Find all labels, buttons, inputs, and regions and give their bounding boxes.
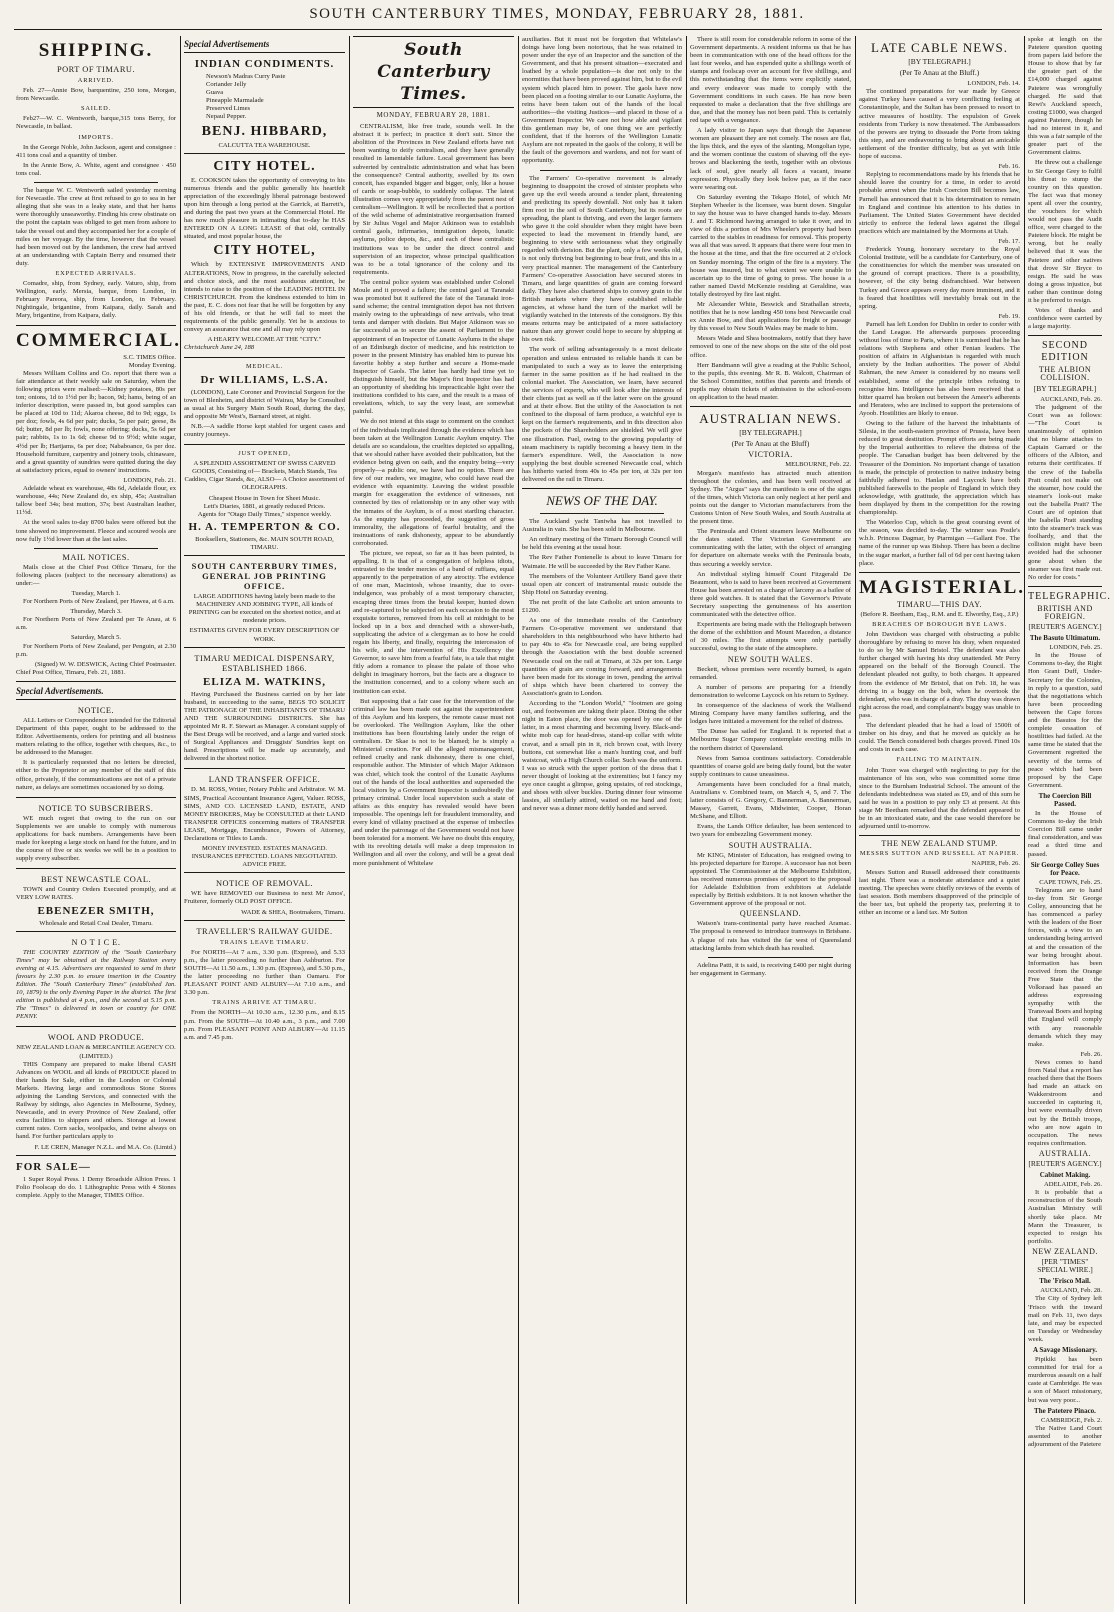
column-rule [518, 36, 519, 1604]
column-6 [859, 36, 1025, 1604]
news-item: In the House of Commons to-day the Irish Coercion Bill came under final consideration, and was read a third time and passed. [1028, 810, 1102, 858]
wire-line: [PER "TIMES" SPECIAL WIRE.] [1037, 1257, 1093, 1275]
railway-sub: TRAINS ARRIVE AT TIMARU. [212, 999, 317, 1007]
article-paragraph: CENTRALISM, like free trade, sounds well. In the abstract it is perfect; in practice it don't suit. Since the abolition of the Provinces in New Zealand efforts have not been wanting to deify centralism, and they have generally resulted in lamentable failure. Local government has been subverted by centralistic administration and what has been the consequence? Central authority, swelled by its own conceit, has expanded bigger and bigger, only, like a house of cards or soap-bubble, to suddenly collapse. The latest illustration comes very appropriately from the parent nest of centralism—Wellington. It will be recollected that a portion of the wild scheme of administrative reorganisation framed by Sir Julius Vogel and Major Atkinson was to establish central gaols, infirmaries, immigration depots, lunatic asylums, police depots, &c., and each of these centralistic institutions was to be under the direct control and supervision of an inspector, whose principal qualification was to be a total ignorance of the colony and its requirements. [353, 123, 514, 276]
office-line: S.C. TIMES Office. [123, 353, 176, 361]
special-ads-heading: Special Advertisements [184, 39, 270, 49]
mail-line: Thursday, March 3. [70, 608, 122, 616]
news-item: The Dunse has sailed for England. It is reported that a Melbourne Sugar Company contemplate erecting mills in the northern district of Queensland. [690, 728, 851, 752]
column-5 [690, 36, 851, 1604]
watkins-text: Having Purchased the Business carried on by her late husband, in succeeding to the same, BEGS TO SOLICIT THE PATRONAGE OF THE INHABITANTS OF TIMARU AND THE SURROUNDING DISTRICTS. She has appointed Mr R. F. Stewart as Manager. A constant supply of the Best Drugs will be received, and a large and varied stock of Surgical Appliances and Druggists' Sundries kept on hand. Prescriptions will be made up accurately, and delivered in the shortest notice. [184, 690, 345, 763]
item-heading: A Savage Missionary. [1033, 1345, 1097, 1354]
opened-heading: JUST OPENED, [238, 450, 291, 458]
news-item: News from Samoa continues satisfactory. Considerable quantities of coarse gold are being daily found, but the water supply continues to cause uneasiness. [690, 754, 851, 778]
notice-text: It is particularly requested that no letters be directed, either to the Proprietor or any member of the staff of this office, privately, if the communications are not of a private nature, as delays are sometimes occasioned by so doing. [16, 759, 176, 791]
list-item: Preserved Limes [206, 105, 251, 113]
wool-sub: NEW ZEALAND LOAN & MERCANTILE AGENCY CO. (LIMITED.) [16, 1044, 176, 1060]
shipping-heading: SHIPPING. [38, 40, 154, 61]
removal-heading: NOTICE OF REMOVAL. [215, 879, 314, 889]
article-paragraph: auxiliaries. But it must not be forgotten that Whitelaw's doings have long been notorious, that he was retained in power under the eye of an Inspector and the sanction of the Government, and that his present situation—execrated and loathed by a whole population—is due not only to the enormities that have been proved against him, but to the evil system which placed him in power. The gaols have now been placed on a footing similar to our Lunatic Asylums, the reins have been taken out of the hands of the local authorities—the visiting Justices—and placed in those of a Government Inspector. We care not how able and vigilant this gentleman may be, of one thing we are perfectly confident, that if the horrors of the Wellington Lunatic Asylum are not repeated in the gaols of the colony, it will be the fault of the governors and wardens, and not for want of opportunity. [522, 36, 682, 165]
mail-line: Tuesday, March 1. [71, 589, 121, 597]
railway-sub: TRAINS LEAVE TIMARU. [219, 938, 310, 946]
news-item: An ordinary meeting of the Timaru Borough Council will be held this evening at the usual hour. [522, 536, 682, 552]
news-item: The Auckland yacht Taniwha has not travelled to Australia in vain. She has been sold in Melbourne. [522, 518, 682, 534]
news-item: The net profit of the late Catholic art union amounts to £1200. [522, 598, 682, 614]
agency-line: [REUTER'S AGENCY.] [1028, 1159, 1102, 1168]
article-paragraph: Mails close at the Chief Post Office Timaru, for the following places (subject to the necessary alterations) as under:— [16, 563, 176, 587]
expected-text: Comadre, ship, from Sydney, early. Vaturo, ship, from Wellington, early. Mersia, barque, from London, in February Pareora, ship, from London, in February. Nightingale, brigantine, from Kaipara, daily. Sarah and Mary, brigantine, from Kaipara, daily. [16, 280, 176, 320]
article-paragraph: Messrs William Collins and Co. report that there was a fair attendance at their weekly sale on Saturday, when the following prices were realised:—Kidney potatoes, 80s per ton; onions, 1d to 1½d per lb; bacon, 9d; hams, being of an inferior description, were passed in, but good samples can be placed at 10d to 11d; Akaroa cheese, 8d to 9d; eggs, 1s per doz; fowls, 4s 6d per pair; ducks, 5s per pair; geese, 8s 6d; butter, 8d per lb; fowls, none offering; ducks, 5s 6d per pair; rabbits, 1s to 1s 6d; cheese 9d to 9½d; white sugar, 4½d per lb; Hartjams, 6s per doz; Nababoance, 6s per doz. Household furniture, carpentry and joinery tools, chinaware, and a great quantity of sundries were quitted during the day at satisfactory prices, equal to owners' instructions. [16, 369, 176, 474]
albion-heading: THE ALBION COLLISION. [1038, 365, 1092, 383]
news-item: The Rev Father Fontenelle is about to leave Timaru for Waimate. He will be succeeded by the Rev Father Kane. [522, 554, 682, 570]
telegraph-line: [BY TELEGRAPH.] [739, 428, 802, 438]
dateline: AUCKLAND, Feb. 26. [1040, 395, 1102, 403]
via-line: (Per Te Anau at the Bluff.) [899, 68, 980, 78]
dateline: LONDON, Feb. 14. [967, 80, 1020, 88]
dateline: MELBOURNE, Feb. 22. [785, 461, 851, 469]
magisterial-sub: TIMARU—THIS DAY. [897, 599, 982, 609]
news-item: Adelina Patti, it is said, is receiving £400 per night during her engagement in Germany. [690, 961, 851, 977]
dateline: Feb. 26. [1080, 1050, 1102, 1058]
news-item: On Saturday evening the Tekapo Hotel, of which Mr Stephen Wheeler is the licensee, was burnt down. Singular to say the house was to have changed hands to-day. Messrs J. and T. Richmond having arranged to take it over, and in view of this a portion of Mrs Wheeler's property had been carried to the stables in readiness for removal. This property was all that was saved. It appears that there were four men in the house at the time, and that the fire occurred at 2 o'clock on Sunday morning. The origin of the fire is a mystery. The house was insured, but to what extent we were unable to ascertain up to the time of going to press. The house is a rather named David McKenzie residing at Geraldine, was totally destroyed by fire last night. [690, 193, 851, 298]
telegraph-line: [BY TELEGRAPH.] [908, 57, 971, 66]
mail-line: For Northern Ports of New Zealand, per Hawea, at 6 a.m. [23, 598, 175, 606]
cable-news-heading: LATE CABLE NEWS. [871, 40, 1008, 55]
item-heading: The 'Frisco Mail. [1039, 1277, 1091, 1286]
list-item: Coriander Jelly [206, 81, 247, 89]
region-heading: VICTORIA. [748, 450, 793, 460]
list-item: Newson's Madras Curry Paste [206, 73, 286, 80]
opened-line: Agents for "Otago Daily Times," sixpence weekly. [197, 510, 332, 518]
telegraphic-sub: BRITISH AND FOREIGN. [1037, 603, 1093, 621]
news-item: Morgan's manifesto has attracted much attention throughout the colonies, and has been well received at Sydney. The "Argus" says the manifesto is one of the signs of the times, which Victoria can only neglect at her peril and points out the danger to Victorian manufacturers from the Customs Union of New South Wales, and South Australia at the present time. [690, 469, 851, 526]
divider [16, 681, 176, 682]
hibbard-sub: CALCUTTA TEA WAREHOUSE. [218, 141, 311, 149]
divider [1028, 335, 1102, 336]
expected-label: EXPECTED ARRIVALS. [55, 269, 137, 277]
city-hotel-text: E. COOKSON takes the opportunity of conveying to his numerous friends and the public generally his heartfelt appreciation of the exceedingly liberal patronage bestowed upon him through a long period at the Garrick, at Barrett's, and during the past two years at the Commercial Hotel. He has now much pleasure in intimating that to-day he HAS ENTERED ON A LONG LEASE of that old, centrally situated, and most popular house, the [184, 176, 345, 241]
land-heading: LAND TRANSFER OFFICE. [208, 775, 321, 785]
coal-heading: BEST NEWCASTLE COAL. [40, 875, 152, 885]
stump-sub: MESSRS SUTTON AND RUSSELL AT NAPIER. [859, 850, 1020, 858]
port-heading: PORT OF TIMARU. [56, 65, 136, 74]
masthead: SOUTH CANTERBURY TIMES, MONDAY, FEBRUARY 28, 1881. [309, 6, 805, 22]
news-item: Experiments are being made with the Heliograph between the dome of the exhibition and Mount Macedon, a distance of 30 miles. The first attempts were only partially successful, owing to the state of the atmosphere. [690, 621, 851, 653]
divider [690, 406, 851, 407]
news-heading: NEWS OF THE DAY. [546, 493, 658, 509]
news-item: It is probable that a reconstruction of the South Australian Ministry will shortly take place. Mr Mann the Treasurer, is expected to resign his portfolio. [1028, 1189, 1102, 1245]
notice-text: ALL Letters or Correspondence intended for the Editorial Department of this paper, ought to be addressed to the Editor. Advertisements, orders for printing and all business matters relating to the office, together with cheques, &c., to be addressed to the Manager. [16, 716, 176, 757]
column-1 [16, 36, 182, 1604]
imports-label: IMPORTS. [78, 133, 114, 141]
news-item: Pipikiki has been committed for trial for a murderous assault on a half caste at Cambridge. He was a son of Maori missionary, but was very poor... [1028, 1356, 1102, 1404]
region-heading: AUSTRALIA. [1038, 1148, 1092, 1158]
dateline: ADELAIDE, Feb. 26. [1043, 1181, 1102, 1189]
sale-text: 1 Super Royal Press. 1 Demy Broadside Albion Press. 1 Folio Foolscap do do. 1 Lithographic Press with 4 Stones complete. Apply to the Manager, TIMES Office. [16, 1175, 176, 1199]
special-ads-heading: Special Advertisements. [16, 685, 104, 696]
divider [522, 488, 682, 489]
item-heading: The Basuto Ultimatum. [1029, 634, 1101, 643]
column-rule [1024, 36, 1025, 1604]
commercial-heading: COMMERCIAL. [16, 329, 182, 351]
opened-line: Lett's Diaries, 1881, at greatly reduced Prices. [203, 502, 326, 510]
divider [1028, 586, 1102, 587]
city-hotel-welcome: A HEARTY WELCOME AT THE "CITY." [207, 336, 322, 344]
city-hotel-date: Christchurch June 24, 188 [184, 344, 255, 352]
notice-heading: NOTICE. [77, 705, 115, 715]
city-hotel-heading: CITY HOTEL, [213, 243, 316, 259]
news-item: Telegrams are to hand to-day from Sir George Colley, announcing that he has commenced a parley with the leaders of the Boer forces, with a view to an understanding being arrived at and the cessation of the war being brought about. Information has been received from the Orange Free State that the Volksraad has passed an address expressing sympathy with the Transvaal Boers and hoping that England will comply with any reasonable demands which they may make. [1028, 886, 1102, 1048]
region-heading: NEW SOUTH WALES. [727, 654, 814, 664]
news-item: Beckett, whose premises were recently burned, is again remanded. [690, 665, 851, 681]
mail-signature: (Signed) W. W. DESWICK, Acting Chief Postmaster. [34, 660, 176, 668]
sailed-text: Feb27—W. C. Wentworth, barque,315 tons Berry, for Newcastle, in ballast. [16, 115, 176, 131]
news-item: A number of persons are preparing for a friendly demonstration to welcome Laycock on his return to Sydney. [690, 683, 851, 699]
column-3 [353, 36, 514, 1604]
magisterial-before: (Before R. Beetham, Esq., R.M. and E. Elworthy, Esq., J.P.) [860, 610, 1019, 618]
sale-heading: FOR SALE— [16, 1160, 91, 1173]
indian-list [206, 73, 345, 122]
news-item: Messrs Wade and Shea bootmakers, notify that they have removed to one of the new shops on the site of the old post office. [690, 335, 851, 359]
article-paragraph: The work of selling advantageously is a most delicate operation and unless entrusted to reliable hands it can be manipulated to such a way as to leave the enterprising farmer in the same position as if he had realised in the colonial market. The Association, we learn, have secured the services of experts, who will look after the interests of their clients just as well as if the latter were on the ground and at their elbow. But the utility of the Association is not confined to the disposal of farm produce, a watchful eye is kept on the farmer's requirements, and in this direction also the pockets of the Shareholders are shielded. We will give one illustration. Fuel, owing to the growing popularity of steam machinery is rapidly becoming a heavy item in the farmer's expenditure. Well, the Association is now supplying the best double screened Newcastle coal, which has hitherto varied from 40s to 45s per ton, at 32s per ton delivered on the rail in Timaru. [522, 346, 682, 483]
railway-heading: TRAVELLER'S RAILWAY GUIDE. [196, 926, 333, 936]
williams-nb: N.B.—A saddle Horse kept stabled for urgent cases and country journeys. [184, 422, 345, 438]
article-paragraph: We do not intend at this stage to comment on the conduct of the individuals implicated through the evidence which has been taken at the Wellington Lunatic Asylum enquiry. The details are so scandalous, the cruelties depicted so appalling, that we should rather have avoided their publication, but the evidence being given on oath, and the enquiry being—very properly—a public one, we have had no option. There are few of our readers, we imagine, who could have read the evidence with equanimity. Leaving the widest possible margin for exaggeration the evidence of witnesses, not connected by ties of relationship or in any other way with the inmates of the Asylum, is of a most startling character. As the enquiry has proceeded, the suggestion of gross immorality, the allegations of fearful brutality, and the insinuations of rank dishonesty, appear to be abundantly corroborated. [353, 418, 514, 547]
imports-text: In the George Noble, John Jackson, agent and consignee : 411 tons coal and a quantity of timber. [16, 143, 176, 159]
item-heading: The Coercion Bill Passed. [1038, 791, 1092, 808]
region-heading: NEW ZEALAND. [1032, 1246, 1098, 1256]
news-item: Parnell has left London for Dublin in order to confer with the Land League. He afterwards purposes proceeding without loss of time to Paris, where it is surmised that he has relations with Stephens and other Fenian leaders. The position of affairs in Afghanistan is regarded with much anxiety by the Indian authorities. The power of Abdul Rahman, the new Ameer is considered by no means well established, some of the principle tribes refusing to recognise him. Intelligence has also been received that a bitter quarrel has broken out between the Ameer's adherents and Heratees, who are inclined to support the pretensions of Ayoob. Hostilities are likely to ensue. [859, 320, 1020, 417]
city-hotel-heading: CITY HOTEL. [213, 158, 316, 174]
article-paragraph: Adelaide wheat ex warehouse, 48s 6d, Adelaide flour, ex warehouse, 44s; New Zealand do, ex ship, 45s; Australian tallow beef 34s; best mutton, 37s; best Australian leather, 11½d. [16, 485, 176, 517]
dateline: NAPIER, Feb. 26. [971, 860, 1020, 868]
telegraph-line: [BY TELEGRAPH.] [1033, 383, 1097, 393]
masthead-rule [14, 29, 1102, 30]
news-item: Messrs Sutton and Russell addressed their constituents last night. There was a moderate attendance and a quiet meeting. The speeches were chiefly reviews of the events of last session. Both members disapproved of the principle of the beer tax, but upheld the property tax, preferring it to either an income or a land tax. Mr Sutton [859, 868, 1020, 916]
news-item: An individual styling himself Count Fitzgerald De Beaumont, who is said to have been received at Government House has been arrested on a charge of larceny as a bailee of three gold watches. It is stated that the Governor's Private Secretary suspecting the genuineness of his assertion communicated with the detective office. [690, 570, 851, 619]
subscribers-text: WE much regret that owing to the run on our Supplements we are unable to comply with numerous applications for back numbers. Arrangements have been made for keeping a large stock on hand for the future, and in the course of five or six weeks we will be in a position to supply every subscriber. [16, 814, 176, 863]
news-item: Evans, the Lands Office defaulter, has been sentenced to two years for embezzling Government money. [690, 823, 851, 839]
nameplate: South Canterbury Times. [353, 36, 514, 108]
dateline: Feb. 19. [998, 312, 1020, 320]
news-item: There is still room for considerable reform in some of the Government departments. A resident informs us that he has been in communication with one of the head offices for the last four weeks, and has expended quite a shillings worth of stamps and foolscap over an account for five shillings, and this notwithstanding that the items were explicitly stated, and every endeavor was made to comply with the Government conditions in such cases. He has now been requested to make a declaration that the five shillings are due, and that the money has not been paid. This is certainly red tape with a vengeance. [690, 36, 851, 124]
arrived-label: ARRIVED. [77, 77, 115, 84]
imports-text: In the Annie Bow, A. White, agent and consignee · 450 tons coal. [16, 161, 176, 177]
news-item: In the House of Commons to-day, the Right Hon Grant Duff, Under-Secretary for the Colonies, in reply to a question, said that the negotiations which have been proceeding between the Cape forces and the Basutos for the complete cessation of hostilities had failed. At the same time he stated that the Government regretted the severity of the terms of peace which had been proposed by the Cape Government. [1028, 652, 1102, 789]
australian-news-heading: AUSTRALIAN NEWS. [699, 411, 842, 427]
opened-line: Cheapest House in Town for Sheet Music. [208, 494, 321, 502]
via-line: (Per Te Anau at the Bluff) [731, 439, 810, 449]
mail-heading: MAIL NOTICES. [62, 552, 130, 562]
wool-text: THIS Company are prepared to make liberal CASH Advances on WOOL and all kinds of PRODUCE placed in their hands for Sale, either in the London or Colonial Markets. Having large and commodious Stone Stores adjoining the Landing Services, and connected with the Railway by sidings, also Agencies in Melbourne, Sydney, Newcastle, and in every Province of New Zealand, offer extra facilities to shippers and others. Storage at lowest current rates. Corn sacks, woolpacks, and twine always on hand. For further particulars apply to [16, 1060, 176, 1141]
opened-text: A SPLENDID ASSORTMENT OF SWISS CARVED GOODS, Consisting of— Brackets, Match Stands, Tea Caddies, Cigar Stands, &c, ALSO— A Choice assortment of OLEOGRAPHS. [184, 460, 345, 492]
news-item: According to the "London World," "footmen are going out, and footwomen are taking their place. Dining the other night in Eaton place, the door was opened by one of the latter, in a most charming and becoming livery. Black-and-white mob cap for head-dress, stand-up collar with white cravat, and a small pin in it, rich brown coat, with livery buttons, cut somewhat like a man's hunting coat, and buff waistcoat, with a High Church collar. Such was the uniform. I was so struck with the upper portion of the dress that I never thought of looking at the extremities; but I fancy my eye once caught a glimpse, going upstairs, of red stockings, and shoes with silver buckles. During dinner four winsome lassies, all similarly attired, waited on me hand and foot; and never was a dinner more deftly handed and served. [522, 700, 682, 813]
column-rule [180, 36, 181, 1604]
column-rule [855, 36, 856, 1604]
indian-heading: INDIAN CONDIMENTS. [194, 58, 335, 70]
divider [859, 572, 1020, 573]
mail-line: Saturday, March 5. [70, 634, 122, 642]
news-item: Mr KING, Minister of Education, has resigned owing to his projected departure for Europe. A successor has not been appointed. The Commissioner at the Melbourne Exhibition, has received numerous promises of support to the proposal for Adelaide Exhibition from exhibitors at Adelaide especially by British exhibitors. It is not known whether the Government approve of the proposal or not. [690, 851, 851, 908]
news-item: Watson's trans-continental party have reached Aramac. The proposal is renewed to introduce tramways in Brisbane. A plague of rats has visited the far west of Queensland attacking lambs from which death has resulted. [690, 920, 851, 952]
news-item: Mr Alexander White, Beswick and Strathallan streets, notifies that he is now landing 450 tons best Newcastle coal ex Annie Bow, and that applications for freight or passage by this vessel to New South Wales may be made to him. [690, 301, 851, 333]
dispensary-heading: TIMARU MEDICAL DISPENSARY, ESTABLISHED 1866. [194, 653, 335, 673]
removal-text: WE have REMOVED our Business to next Mr Amos', Fruiterer, formerly OLD POST OFFICE. [184, 890, 345, 906]
news-item: spoke at length on the Patetere question quoting from papers laid before the House to show that by far the greater part of the £14,000 charged against Patetere was wrongfully charged. He said that Rewi's Auckland speech, costing £1000, was charged against Patetere, though he had no interest in it, and this was a fair sample of the greater part of the Government claims. [1028, 36, 1102, 157]
article-paragraph: The central police system was established under Colonel Moule and it proved a failure; the central gaol at Taranaki was promoted but it suffered the fate of the Taranaki iron-sand scheme; the central immigration depot has not thriven mainly owing to the upbraidings of new arrivals, who treat tents and damper with disdain. But Major Atkinson was so far successful as to secure the assent of Parliament to the appointment of an Inspector of Lunatic Asylums in the shape of an Edinburgh doctor of medicine, and his restriction to power in the present Ministry has enabled him to pursue his favorite hobby a step further and secure a Home-made Inspector of Gaols. The latter has hardly had time yet to distinguish himself, but the Major's first Inspector has had an opportunity of shedding his impracticable light over the institutions confided to his care, and the result is a mass of revelations, which, to say the very least, are somewhat painful. [353, 278, 514, 416]
item-heading: Cabinet Making. [1039, 1171, 1091, 1180]
land-text: D. M. ROSS, Writer, Notary Public and Arbitrator. W. M. SIMS, Practical Accountant Insurance Agent, Valuer. ROSS, SIMS, AND CO. LICENSED LAND, ESTATE, AND MONEY BROKERS, May be CONSULTED at their LAND TRANSFER OFFICES concerning matters of TRANSFER LEASE, Mortgage, Encumbrance, Powers of Attorney, Declarations or Titles to Lands. [184, 786, 345, 842]
williams-name: Dr WILLIAMS, L.S.A. [200, 373, 329, 386]
item-heading: The Patetere Pinaco. [1034, 1406, 1096, 1415]
article-paragraph: The picture, we repeat, so far as it has been painted, is appalling. It is that of a congregation of helpless idiots, entrusted to the tender mercies of a band of ruffians, equal apparently to the perpetration of any atrocity. The evidence of one man, Macintosh, whose insanity, due to over-indulgence, was probably of a most temporary character, escaping three times from the brutal keeper, hunted down and re-captured to be subjected on each occasion to the most exquisite tortures, removed from his cell at midnight to be locked up in a box and drenched with a shower-bath, supplicating the advice of a clergyman as to how he could regain his liberty, and finally, requiring the intercession of his wife, and the intervention of His Excellency the Governor, to save him from a fearful fate, is a tale that might fitly adorn a romance to please the palate of those who delight in imaginary horrors, but the facts are a disgrace to the institution concerned, and to a colony where such an institution can exist. [353, 549, 514, 695]
mail-line: For Northern Ports of New Zealand per Te Anau, at 6 a.m. [16, 616, 176, 632]
coal-dealer-sub: Wholesale and Retail Coal Dealer, Timaru. [39, 919, 153, 927]
mail-office: Chief Post Office, Timaru, Feb. 21, 1881. [16, 668, 126, 676]
column-7 [1028, 36, 1111, 1604]
office-line: Monday Evening. [128, 361, 176, 369]
column-2 [184, 36, 345, 1604]
article-paragraph: The barque W. C. Wentworth sailed yesterday morning for Newcastle. The crew at first refused to go to sea in her alleging that she was in a leaky state, and that her hams were thoroughly unseaworthy. Finding his crew obstinate on the point the captain was obliged to get men from ashore to take the vessel out and they accompanied her for a couple of miles on her voyage. By the time, however that the vessel had been moved out by the landsmen, the crew had arrived at an understanding with Captain Berry and resumed their duty. [16, 187, 176, 267]
news-item: The Peninsula and Orient steamers leave Melbourne on the dates stated. The Victorian Government are communicating with the latter, with the object of arranging for departure on alternate weeks with the Peninsula boats, thus securing a weekly service. [690, 528, 851, 568]
mail-line: For Northern Ports of New Zealand, per Penguin, at 2.30 p.m. [16, 642, 176, 658]
news-item: In consequence of the slackness of work the Wallsend Mining Company have many families suffering, and the lodges have initiated a movement for the relief of distress. [690, 702, 851, 726]
williams-text: (LONDON), Late Coroner and Provincial Surgeon for the town of Blenheim, and district of Wairau, May be Consulted as usual at his Surgery Main South Road, during the day, and opposite Mr West's, Barnard street, at night. [184, 388, 345, 420]
list-item: Guava [206, 89, 224, 97]
second-edition-heading: SECOND EDITION [1041, 340, 1089, 364]
telegraphic-heading: TELEGRAPHIC. [1028, 590, 1111, 602]
editorial-dateline: MONDAY, FEBRUARY 28, 1881. [376, 111, 491, 119]
temperton-name: H. A. TEMPERTON & CO. [188, 520, 341, 533]
subscribers-heading: NOTICE TO SUBSCRIBERS. [38, 803, 154, 813]
sailed-label: SAILED. [81, 105, 111, 113]
agency-line: [REUTER'S AGENCY.] [1028, 622, 1102, 631]
divider [859, 835, 1020, 836]
case-heading: FAILING TO MAINTAIN. [896, 756, 983, 764]
news-item: The defendant pleaded that he had a load of 1500ft of timber on his dray, and that he moved as quickly as he could. The Bench considered both charges proved. Fined 10s and costs in each case. [859, 722, 1020, 754]
notice2-text: THE COUNTRY EDITION of the "South Canterbury Times" may be obtained at the Railway Station every evening at 4.15. Advertisers are requested to send in their favours by 2.30 p.m. to ensure insertion in the Country Edition. The "South Canterbury Times" (established Jan. 10, 1879) is the only Evening Paper in the district. The first edition is published at 4 p.m., and the second at 5.15 p.m. The "Times" is delivered in town or country for ONE PENNY. [16, 948, 176, 1021]
news-item: He threw out a challenge to Sir George Grey to fulfil his threat to stump the country on this question. The fact was that money spent all over the country, the vouchers for which would not pass the Audit office, were charged to the Patetere block. He might be wrong, but he really believed that it was the Patetere and other natives that drove Sir Bryce to resign. He said he was doing a gross injustice, but rather than continue doing it he preferred to resign. [1028, 159, 1102, 304]
dateline: LONDON, Feb. 21. [123, 476, 176, 484]
dateline: CAMBRIDGE, Feb. 2. [1041, 1416, 1102, 1424]
dateline: LONDON, Feb. 25. [1049, 644, 1102, 652]
news-item: As one of the immediate results of the Canterbury Farmers Co-operative movement we understand that shareholders in this neighbourhood who have hitherto had to pay 40s to 45s for Newcastle coal, are being supplied through the Association with the best double screened Newcastle coal on the rail at Timaru, at 32s per ton. Large quantities of grain are coming forward, and arrangements have been made for its storage in town, pending the arrival of ships which have been chartered to convey the Association's grain to London. [522, 617, 682, 697]
news-item: John Davidson was charged with obstructing a public thoroughfare by refusing to move his dray, when requested to do so by Mr Samuel Bristol. The defendant was also further charged with having his dray unattended. Mr Perry appeared on the behalf of the Borough Council. The defendant pleaded not guilty, to both charges. It appeared from the evidence of Mr Bristol, that on Feb. 18, he was driving in a buggy on the bolt, when he overtook the defendant, who was in charge of a dray. The dray was drawn right across the road, and complainant's buggy was unable to pass. [859, 631, 1020, 719]
news-item: The members of the Volunteer Artillery Band gave their usual open air concert of instrumental music outside the Ship Hotel on Saturday evening. [522, 572, 682, 596]
magisterial-heading: MAGISTERIAL. [859, 576, 1025, 598]
news-item: Arrangements have been concluded for a final match, Australians v. Combined team, on March 4, 5, and 7. The latter consists of G. Gregory, C. Bannerman, A. Bannerman, Massey, Garrett, Evans, Midwinter, Cooper, Horan McShane, and Elliott. [690, 780, 851, 821]
news-item: Replying to recommendations made by his friends that he should leave the country for a time, in order to avoid probable arrest when the Irish Coercion Bill becomes law, Parnell has announced that it is his determination to remain in England and continue his attention to his duties in Parliament. The United States Government have decided strictly to enforce the federal laws against the illegal practices which are maintained by the Mormons at Utah. [859, 171, 1020, 235]
temperton-sub: Booksellers, Stationers, &c. MAIN SOUTH ROAD, TIMARU. [195, 535, 334, 551]
arrived-text: Feb. 27—Annie Bow, barquentine, 250 tons, Morgan, from Newcastle. [16, 87, 176, 103]
news-item: John Tozer was charged with neglecting to pay for the maintenance of his son, who was committed some time since to the Burnham Industrial School. The amount of the defendants indebtedness was stated as £9, and of this sum he said he was in a position to pay only £3 at present. At this stage Mr Beetham remarked that the defendant appeared to be in an intoxicated state, and the case would therefore be adjourned until to-morrow. [859, 766, 1020, 831]
article-paragraph: But supposing that a fair case for the intervention of the criminal law has been made out against the superintendent of this Asylum and his keepers, the remote cause must not be overlooked. The Wellington Asylum, like the other institutions has been flourishing lately under the reign of centralism. Dr Skae is not to be blamed; he is simply a Ministerial creation. For all the alleged mismanagement, refined cruelty and rank dishonesty, there is one chief, responsible author. The Minister of which Major Atkinson was chief, which took the control of the Lunatic Asylums out of the hands of the local authorities and superseded the local visitors by a Government Inspector is undoubtedly the primary criminal. Under local supervision such a state of affairs as this enquiry has revealed would have been impossible. The openings left for fraudulent immorality, and every kind of villainy practised at the expense of imbeciles and under the patronage of the Government would not have been tolerated for a moment. We have no doubt this enquiry, with its revolting details will make a deep impression in Wellington and all over the colony, and will be a great deal more punishment of Whitelaw [353, 697, 514, 867]
news-item: Herr Bandmann will give a reading at the Public School, to the pupils, this evening. Mr R. B. Walcott, Chairman of the School Committee, notifies that parents and friends of pupils may obtain tickets of admission to the school-room on application to the head master. [690, 361, 851, 402]
news-item: The City of Sydney left 'Frisco with the inward mail on Feb. 11, two days late, and may be expected on Tuesday or Wednesday week. [1028, 1295, 1102, 1343]
item-heading: Sir George Colley Sues for Peace. [1030, 860, 1100, 877]
printing-heading: SOUTH CANTERBURY TIMES, GENERAL JOB PRINTING OFFICE. [191, 561, 338, 592]
article-paragraph: The Farmers' Co-operative movement is already beginning to disappoint the crowd of sinister prophets who gave up the evil weeds around a tender plant, threatening and predicting its speedy downfall. Not only has it taken firm root in the soil of South Canterbury, but its roots are spreading, the plant is thriving, and even the larger farmers who gave it the cold shoulder when they might have been expected to lead the movement in friendly hand, are beginning to view with seriousness what they originally regarded with derision. But the plant, only a few weeks old, is not only thriving but beginning to bear fruit, and this in a very practical manner. The management of the Canterbury Farmers' Co-operative Association have secured stores in Timaru, and large quantities of grain are coming forward daily. They have also chartered ships to convey grain to the British markets where they have established reliable agencies, at whose hand the turn of the market will be vigilantly watched in the interests of the consignors. By this means returns may be anticipated of a more satisfactory nature than any grower could hope to secure by shipping at his own risk. [522, 174, 682, 344]
news-item: Owing to the failure of the harvest the inhabitants of Silesia, in the south-eastern province of Prussia, have been reduced to great destitution. Prompt efforts are being made by the Imperial authorities to relieve the distress of the people. The Canadian budget has been delivered by the Treasurer of the Dominion. No important change of taxation is made, the principle of protection to native industry being faithfully adhered to. Hanlan and Laycock have both published farewells to the people of England in which they acknowledge, with gratitude, the appreciation which has been displayed by them in the competition for the rowing championship. [859, 420, 1020, 517]
divider [16, 325, 176, 326]
list-item: Nepaul Pepper. [206, 113, 247, 121]
news-item: Votes of thanks and confidence were carried by a large majority. [1028, 307, 1102, 331]
coal-text: TOWN and Country Orders Executed promptly, and at VERY LOW RATES. [16, 886, 176, 902]
news-item: A lady visitor to Japan says that though the Japanese women are pleasant they are not comely. The noses are flat, the lips thick, and the eyes of the slanting, Mongolian type, and the women continue the custom of shaving off the eye-brows and blackening the teeth, together with an obvious lack of soul, give nearly all faces a vacant, insane expression. Physically they look below par, as if the race were wearing out. [690, 127, 851, 191]
city-hotel-text: Which by EXTENSIVE IMPROVEMENTS AND ALTERATIONS, Now in progress, in the carefully selected and choice stock, and the most assiduous attention, he intends to raise to the position of the LEADING HOTEL IN CHRISTCHURCH. From the kindness extended to him in the past, E. C. does not fear that he will be forgotten by any of his old friends, or that he will fail to meet the requirements of the public generally. Yet he is anxious to convey an assurance that one and all may rely upon [184, 261, 345, 334]
news-item: The Native Land Court assented to another adjournment of the Patetere [1028, 1424, 1102, 1448]
news-item: The Waterloo Cup, which is the great coursing event of the season, was decided to-day. The winner was Postle's w.b.b. Princess Dagmar, by Ptarmigan —Gallant Foe. The name of the runner up was Bishop. There has been a decline in the sugar market, a further fall of 6d per cent having taken place. [859, 519, 1020, 567]
dateline: Feb. 17. [998, 237, 1020, 245]
land-advice: MONEY INVESTED. ESTATES MANAGED. INSURANCES EFFECTED. LOANS NEGOTIATED. ADVICE FREE. [191, 845, 338, 869]
divider [34, 548, 158, 549]
divider [708, 957, 833, 958]
divider [540, 170, 664, 171]
notice2-heading: N O T I C E. [71, 937, 121, 947]
news-item: The continued preparations for war made by Greece against Turkey have caused a very conflicting feeling at Constantinople, and the Sultan has been pressed to resort to active measures of hostility. The expulsion of Greek residents from Turkey is now threatened. The Ambassadors of the powers are trying to dissuade the Porte from taking this step, and are endeavouring to bring about an amicable settlement of the frontier difficulty, but as yet with little hope of success. [859, 88, 1020, 161]
column-rule [349, 36, 350, 1604]
printing-estimates: ESTIMATES GIVEN FOR EVERY DESCRIPTION OF WORK. [189, 627, 340, 643]
case-heading: BREACHES OF BOROUGH BYE LAWS. [872, 620, 1007, 628]
removal-signature: WADE & SHEA, Bootmakers, Timaru. [241, 908, 345, 916]
railway-text: For NORTH—At 7 a.m., 3.30 p.m. (Express), and 5.33 p.m., the latter proceeding no further than Ashburton. For SOUTH—At 11.50 a.m., 1.30 p.m. (Express), and 5.30 p.m., the latter proceeding no further than Oamaru. For PLEASANT POINT AND ALBURY—At 7.10 a.m., and 3.30 p.m. [184, 948, 345, 997]
stump-heading: THE NEW ZEALAND STUMP. [881, 839, 998, 849]
divider [540, 513, 664, 514]
dateline: Feb. 16. [998, 163, 1020, 171]
column-rule [686, 36, 687, 1604]
dateline: AUCKLAND, Feb. 28. [1040, 1287, 1102, 1295]
hibbard-name: BENJ. HIBBARD, [201, 123, 328, 139]
news-item: Frederick Young, honorary secretary to the Royal Colonial Institute, will be a candidate for Canterbury, one of the constituencies for which the member was unseated on the ground of corrupt practices. There is a possibility, however, of the city being disfranchised. War between Turkey and Greece appears every day more imminent, and it is feared that hostilities will inevitably break out in the spring. [859, 246, 1020, 310]
printing-text: LARGE ADDITIONS having lately been made to the MACHINERY AND JOBBING TYPE, All kinds of PRINTING can be executed on the shortest notice, and at moderate prices. [188, 593, 341, 625]
dateline: CAPE TOWN, Feb. 25. [1039, 878, 1102, 886]
news-item: The judgment of the Court was as follows:—"The Court is unanimously of opinion that no blame attaches to Captain Garrard or the officers of the Albion, and returns their certificates. If the crew of the Isabella Pratt could not make out the steamer, how could the steamer's look-out make out the Isabella Pratt? The Court are of opinion that the Isabella Pratt standing into the steamer's track was foolhardy, and that the collision might have been avoided had the schooner gone about when the steamer was first made out. No order for costs." [1028, 403, 1102, 581]
railway-text: From the NORTH—At 10.30 a.m., 12.30 p.m., and 8.15 p.m. From the SOUTH—At 10.40 a.m., 3 p.m., and 7.00 p.m. From PLEASANT POINT AND ALBURY—At 11.15 a.m. and 7.45 p.m. [184, 1009, 345, 1041]
wool-heading: WOOL AND PRODUCE. [47, 1033, 145, 1043]
region-heading: QUEENSLAND. [739, 909, 802, 919]
medical-heading: MEDICAL. [245, 363, 284, 371]
news-item: News comes to hand from Natal that a report has reached there that the Boers had made an attack on Wakkerstroom and succeeded in capturing it, but were eventually driven out by the British troops, who are now again in occupation. The news requires confirmation. [1028, 1058, 1102, 1147]
list-item: Pineapple Marmalade [206, 97, 264, 105]
wool-signature: F. LE CREN, Manager N.Z.L. and M.A. Co. (Limtd.) [34, 1143, 176, 1151]
divider [34, 182, 158, 183]
coal-dealer-name: EBENEZER SMITH, [37, 904, 155, 917]
region-heading: SOUTH AUSTRALIA. [728, 840, 813, 850]
column-4 [522, 36, 682, 1604]
watkins-name: ELIZA M. WATKINS, [203, 675, 326, 688]
article-paragraph: At the wool sales to-day 8700 bales were offered but the tone showed no improvement. Fleece and scoured wools are now fully 1½d lower than at the last sales. [16, 519, 176, 543]
